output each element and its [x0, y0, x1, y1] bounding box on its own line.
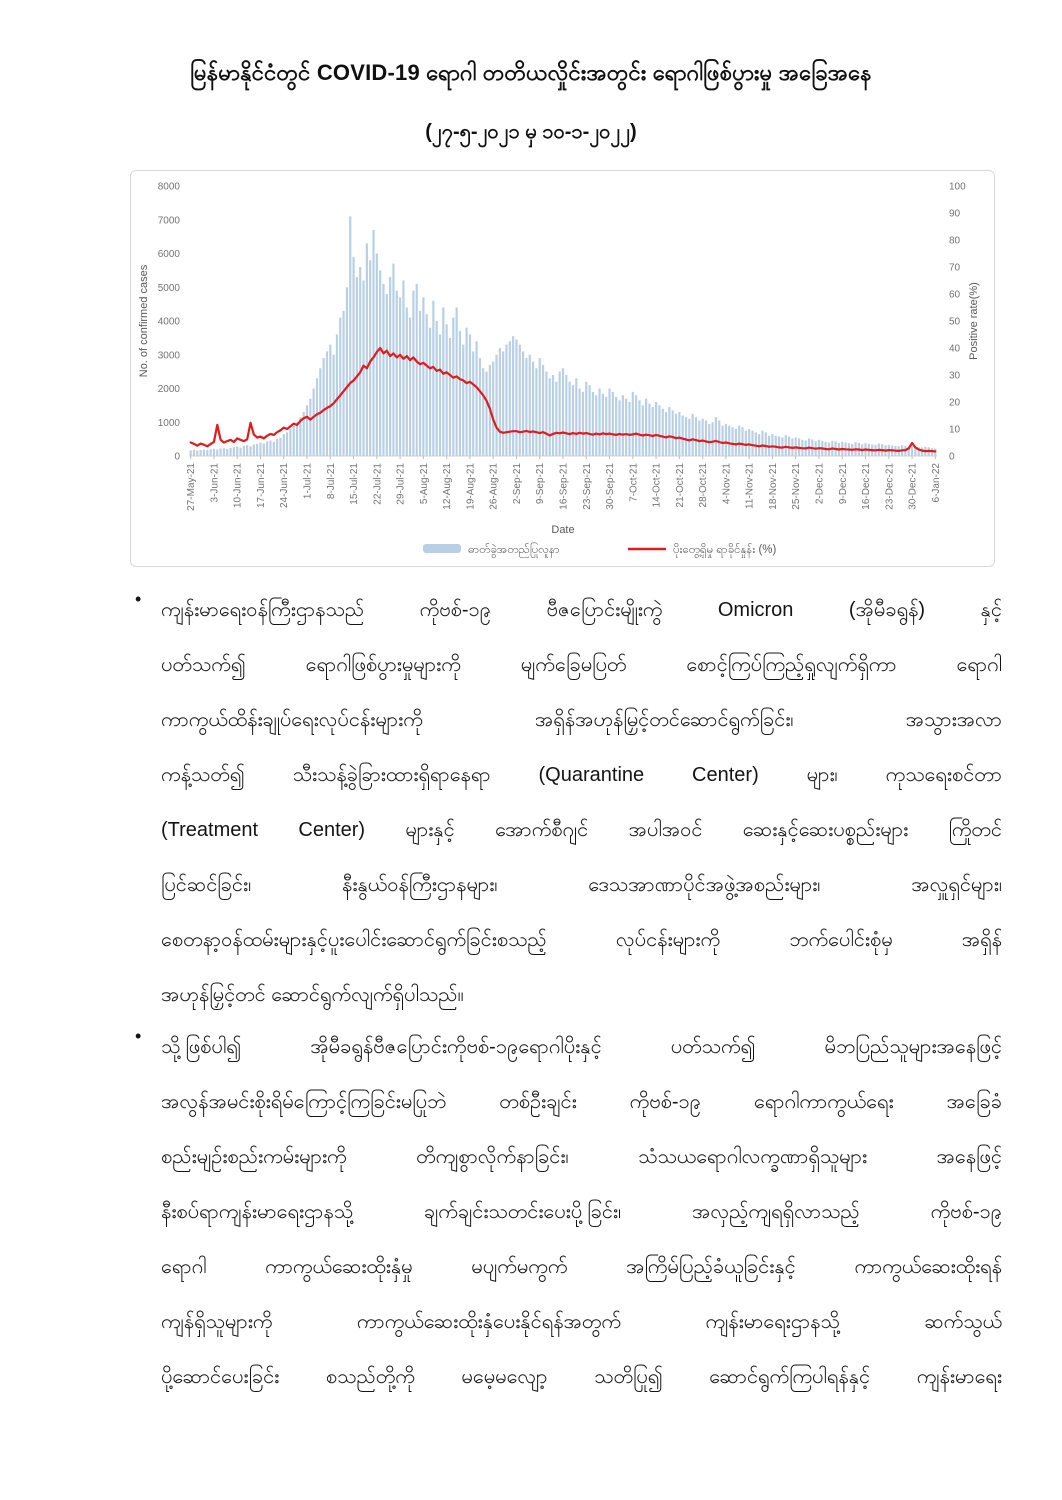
- case-bar: [559, 372, 561, 456]
- case-bar: [685, 417, 687, 456]
- case-bar: [475, 341, 477, 456]
- x-axis-label: 6-Jan-22: [930, 463, 942, 503]
- x-axis-label: 16-Dec-21: [861, 463, 872, 510]
- case-bar: [579, 389, 581, 457]
- case-bar: [539, 358, 541, 456]
- text-line: ကန့်သတ်၍ သီးသန့်ခွဲခြားထားရှိရာနေရာ (Quarantine Center) များ၊ ကုသရေးစင်တာ: [161, 764, 1002, 786]
- case-bar: [329, 345, 331, 456]
- case-bar: [359, 267, 361, 456]
- left-axis-tick: 1000: [157, 417, 180, 429]
- case-bar: [256, 444, 258, 456]
- x-axis-label: 26-Aug-21: [488, 463, 500, 510]
- case-bar: [436, 321, 438, 456]
- chart-canvas: [131, 171, 992, 564]
- text-line: အဟုန်မြှင့်တင် ဆောင်ရွက်လျက်ရှိပါသည်။: [161, 984, 464, 1006]
- case-bar: [392, 264, 394, 456]
- case-bar: [618, 400, 620, 456]
- x-axis-label: 30-Dec-21: [907, 463, 919, 510]
- x-axis-label: 4-Nov-21: [721, 463, 733, 505]
- case-bar: [505, 345, 507, 456]
- case-bar: [745, 431, 747, 456]
- right-axis-tick: 90: [949, 208, 961, 220]
- case-bar: [542, 365, 544, 456]
- case-bar: [771, 434, 773, 456]
- left-axis-tick: 4000: [157, 316, 180, 328]
- case-bar: [412, 291, 414, 456]
- case-bar: [283, 434, 285, 456]
- case-bar: [529, 355, 531, 456]
- text-line: ရောဂါ ကာကွယ်ဆေးထိုးနှံမှု မပျက်မကွက် အကြိမ်ပြည့်ခံယူခြင်းနှင့် ကာကွယ်ဆေးထိုးရန်: [161, 1256, 1002, 1278]
- case-bar: [718, 421, 720, 456]
- case-bar: [668, 407, 670, 456]
- case-bar: [372, 230, 374, 456]
- x-axis-label: 2-Sep-21: [512, 463, 523, 505]
- bullet-paragraph-2: [133, 1020, 1002, 1405]
- case-bar: [216, 450, 218, 456]
- case-bar: [326, 351, 328, 456]
- right-axis-tick: 0: [949, 451, 955, 463]
- case-bar: [572, 385, 574, 456]
- x-axis-label: 3-Jun-21: [209, 463, 221, 503]
- case-bar: [672, 410, 674, 456]
- case-bar: [731, 427, 733, 456]
- case-bar: [226, 449, 228, 456]
- case-bar: [492, 362, 494, 457]
- text-line: ကျန်းမာရေးဝန်ကြီးဌာနသည် ကိုဗစ်-၁၉ ဗီဇပြောင်းမျိုးကွဲ Omicron (အိုမီခရွန်) နှင့်: [161, 599, 1002, 621]
- case-bar: [635, 395, 637, 456]
- x-axis-label: 22-Jul-21: [372, 463, 384, 505]
- case-bar: [522, 351, 524, 456]
- case-bar: [249, 446, 251, 456]
- case-bar: [206, 450, 208, 456]
- case-bar: [741, 427, 743, 456]
- case-bar: [645, 399, 647, 456]
- right-axis-tick: 70: [949, 262, 961, 274]
- case-bar: [575, 378, 577, 456]
- left-axis-tick: 3000: [157, 350, 180, 362]
- case-bar: [655, 402, 657, 456]
- case-bar: [409, 318, 411, 456]
- case-bar: [715, 417, 717, 456]
- case-bar: [721, 426, 723, 456]
- case-bar: [662, 409, 664, 456]
- case-bar: [549, 378, 551, 456]
- text-line: နီးစပ်ရာကျန်းမာရေးဌာနသို့ ချက်ချင်းသတင်းပေးပို့ခြင်း၊ အလှည့်ကျရရှိလာသည့် ကိုဗစ်-၁၉: [161, 1201, 1002, 1223]
- case-bar: [190, 450, 192, 456]
- case-bar: [342, 311, 344, 456]
- case-bar: [210, 449, 212, 456]
- case-bar: [658, 405, 660, 456]
- x-axis-label: 5-Aug-21: [418, 463, 430, 505]
- case-bar: [615, 397, 617, 456]
- case-bar: [426, 314, 428, 456]
- case-bar: [509, 341, 511, 456]
- right-axis-tick: 40: [949, 343, 961, 355]
- case-bar: [203, 450, 205, 456]
- text-line: ပတ်သက်၍ ရောဂါဖြစ်ပွားမှုများကို မျက်ခြေမပြတ် စောင့်ကြပ်ကြည့်ရှုလျက်ရှိကာ ရောဂါ: [161, 654, 1002, 676]
- case-bar: [751, 431, 753, 456]
- case-bar: [482, 368, 484, 456]
- x-axis-label: 1-Jul-21: [302, 463, 314, 500]
- case-bar: [402, 281, 404, 457]
- case-bar: [286, 432, 288, 456]
- case-bar: [515, 340, 517, 456]
- x-axis-label: 12-Aug-21: [442, 463, 454, 510]
- case-bar: [416, 284, 418, 456]
- case-bar: [273, 442, 275, 456]
- case-bar: [465, 328, 467, 456]
- case-bar: [545, 372, 547, 456]
- case-bar: [429, 328, 431, 456]
- text-line: ကျန်ရှိသူများကို ကာကွယ်ဆေးထိုးနှံပေးနိုင်ရန်အတွက် ကျန်းမာရေးဌာနသို့ ဆက်သွယ်: [161, 1311, 1002, 1333]
- x-axis-label: 7-Oct-21: [628, 463, 640, 502]
- case-bar: [309, 399, 311, 456]
- case-bar: [339, 318, 341, 456]
- case-bar: [592, 392, 594, 456]
- bullet-item: [133, 583, 1002, 1023]
- case-bar: [495, 355, 497, 456]
- case-bar: [259, 443, 261, 457]
- case-bar: [642, 405, 644, 456]
- case-bar: [419, 311, 421, 456]
- x-axis-label: 29-Jul-21: [395, 463, 407, 505]
- x-axis-label: 19-Aug-21: [465, 463, 477, 510]
- case-bar: [236, 447, 238, 456]
- x-axis-label: 8-Jul-21: [325, 463, 337, 500]
- case-bar: [459, 331, 461, 456]
- case-bar: [396, 291, 398, 456]
- case-bar: [193, 450, 195, 456]
- case-bar: [452, 318, 454, 456]
- x-axis-label: 24-Jun-21: [279, 463, 291, 509]
- text-line: စေတနာ့ဝန်ထမ်းများနှင့်ပူးပေါင်းဆောင်ရွက်ခြင်းစသည့် လုပ်ငန်းများကို ဘက်ပေါင်းစုံမှ အရှိန်: [161, 929, 1002, 951]
- case-bar: [665, 412, 667, 456]
- x-axis-label: 2-Dec-21: [814, 463, 826, 505]
- case-bar: [535, 368, 537, 456]
- case-bar: [562, 368, 564, 456]
- x-axis-label: 30-Sep-21: [605, 463, 616, 510]
- case-bar: [519, 345, 521, 456]
- case-bar: [702, 419, 704, 456]
- case-bar: [595, 395, 597, 456]
- case-bar: [336, 335, 338, 457]
- bullet-marker-icon: •: [135, 589, 142, 609]
- case-bar: [678, 412, 680, 456]
- x-axis-label: 23-Dec-21: [884, 463, 896, 510]
- x-axis-label: 23-Sep-21: [581, 463, 593, 510]
- case-bar: [512, 336, 514, 456]
- case-bar: [688, 419, 690, 456]
- left-axis-tick: 6000: [157, 249, 180, 260]
- right-axis-tick: 20: [949, 397, 961, 409]
- case-bar: [446, 324, 448, 456]
- page-title: မြန်မာနိုင်ငံတွင် COVID-19 ရောဂါ တတိယလှိုင်းအတွင်း ရောဂါဖြစ်ပွားမှု အခြေအနေ: [190, 60, 872, 85]
- case-bar: [735, 429, 737, 456]
- case-bar: [223, 448, 225, 456]
- case-bar: [196, 451, 198, 456]
- case-bar: [266, 441, 268, 456]
- case-bar: [239, 448, 241, 456]
- case-bar: [602, 394, 604, 456]
- case-bar: [608, 389, 610, 457]
- case-bar: [389, 277, 391, 456]
- case-bar: [279, 438, 281, 456]
- right-axis-title: Positive rate(%): [968, 282, 980, 360]
- case-bar: [263, 444, 265, 456]
- case-bar: [682, 416, 684, 457]
- case-bar: [499, 348, 501, 456]
- page-subtitle: (၂၇-၅-၂၀၂၁ မှ ၁၀-၁-၂၀၂၂): [425, 121, 637, 143]
- legend-bar-swatch: [423, 544, 461, 553]
- x-axis-label: 17-Jun-21: [256, 463, 267, 509]
- case-bar: [456, 308, 458, 457]
- x-axis-label: 14-Oct-21: [651, 463, 663, 508]
- case-bar: [462, 345, 464, 456]
- case-bar: [293, 426, 295, 456]
- case-bar: [632, 392, 634, 456]
- case-bar: [652, 407, 654, 456]
- case-bar: [708, 424, 710, 456]
- case-bar: [755, 432, 757, 456]
- bullet-item: [133, 1020, 1002, 1405]
- legend-line-label: ပိုးတွေ့ရှိမှု ရာခိုင်နှုန်း (%): [673, 544, 777, 556]
- right-axis-tick: 50: [949, 316, 961, 328]
- case-bar: [366, 243, 368, 456]
- case-bar: [589, 385, 591, 456]
- case-bar: [628, 402, 630, 456]
- case-bar: [382, 284, 384, 456]
- case-bar: [253, 445, 255, 456]
- case-bar: [648, 404, 650, 456]
- case-bar: [346, 287, 348, 456]
- case-bar: [219, 449, 221, 456]
- legend-bar-label: ဓာတ်ခွဲအတည်ပြုလူနာ: [468, 544, 560, 556]
- case-bar: [695, 417, 697, 456]
- case-bar: [213, 449, 215, 456]
- case-bar: [761, 431, 763, 456]
- x-axis-label: 9-Sep-21: [535, 463, 547, 505]
- left-axis-tick: 7000: [157, 215, 180, 227]
- case-bar: [432, 301, 434, 456]
- x-axis-label: 25-Nov-21: [791, 463, 803, 510]
- case-bar: [765, 432, 767, 456]
- right-axis-tick: 10: [949, 424, 961, 436]
- text-line: သို့ဖြစ်ပါ၍ အိုမီခရွန်ဗီဇပြောင်းကိုဗစ်-၁၉ရောဂါပိုးနှင့် ပတ်သက်၍ မိဘပြည်သူများအနေဖြင့်: [161, 1036, 1002, 1058]
- case-bar: [738, 426, 740, 456]
- left-axis-tick: 8000: [157, 181, 180, 193]
- right-axis-tick: 30: [949, 370, 961, 382]
- case-bar: [748, 429, 750, 456]
- x-axis-label: 18-Nov-21: [767, 463, 779, 510]
- x-axis-label: 11-Nov-21: [744, 463, 756, 509]
- case-bar: [532, 362, 534, 457]
- case-bar: [705, 421, 707, 456]
- case-bar: [911, 446, 913, 456]
- case-bar: [469, 335, 471, 457]
- case-bar: [472, 351, 474, 456]
- case-bar: [582, 392, 584, 456]
- case-bar: [525, 358, 527, 456]
- text-line: ကာကွယ်ထိန်းချုပ်ရေးလုပ်ငန်းများကို အရှိန်အဟုန်မြှင့်တင်ဆောင်ရွက်ခြင်း၊ အသွားအလာ: [161, 709, 1002, 731]
- case-bar: [555, 382, 557, 456]
- case-bar: [296, 422, 298, 456]
- bullet-marker-icon: •: [135, 1026, 142, 1046]
- case-bar: [502, 351, 504, 456]
- case-bar: [449, 338, 451, 456]
- case-bar: [728, 426, 730, 456]
- right-axis-tick: 100: [949, 181, 966, 193]
- x-axis-label: 16-Sep-21: [558, 463, 570, 510]
- case-bar: [316, 378, 318, 456]
- left-axis-tick: 2000: [157, 384, 180, 395]
- x-axis-title: Date: [551, 524, 575, 536]
- case-bar: [439, 335, 441, 457]
- case-bar: [569, 382, 571, 456]
- case-bar: [352, 257, 354, 456]
- case-bar: [269, 440, 271, 456]
- x-axis-label: 15-Jul-21: [349, 463, 361, 505]
- x-axis-label: 27-May-21: [186, 463, 198, 511]
- right-axis-tick: 60: [949, 289, 961, 301]
- case-bar: [200, 450, 202, 456]
- case-bar: [323, 358, 325, 456]
- case-bar: [605, 397, 607, 456]
- case-bar: [612, 392, 614, 456]
- x-axis-label: 28-Oct-21: [698, 463, 710, 508]
- case-bar: [712, 422, 714, 456]
- case-bar: [349, 216, 351, 456]
- case-bar: [598, 389, 600, 457]
- case-bar: [406, 308, 408, 457]
- case-bar: [565, 375, 567, 456]
- text-line: စည်းမျဉ်းစည်းကမ်းများကို တိကျစွာလိုက်နာခြင်း၊ သံသယရောဂါလက္ခဏာရှိသူများ အနေဖြင့်: [161, 1146, 1002, 1168]
- case-bar: [485, 372, 487, 456]
- case-bar: [638, 400, 640, 456]
- case-bar: [675, 414, 677, 456]
- case-bar: [356, 277, 358, 456]
- text-line: ပို့ဆောင်ပေးခြင်း စသည်တို့ကို မမေ့မလျော့ သတိပြု၍ ဆောင်ရွက်ကြပါရန်နှင့် ကျန်းမာရေး: [161, 1366, 1002, 1388]
- case-bar: [622, 395, 624, 456]
- left-axis-title: No. of confirmed cases: [138, 264, 150, 378]
- case-bar: [289, 429, 291, 456]
- case-bar: [233, 447, 235, 456]
- case-bar: [246, 445, 248, 456]
- case-bar: [243, 446, 245, 456]
- case-bar: [399, 297, 401, 456]
- bullet-paragraph-1: [133, 583, 1002, 1023]
- case-bar: [585, 382, 587, 456]
- case-bar: [725, 424, 727, 456]
- case-bar: [386, 294, 388, 456]
- right-axis-tick: 80: [949, 235, 961, 247]
- text-line: (Treatment Center) များနှင့် အောက်စီဂျင် အပါအဝင် ဆေးနှင့်ဆေးပစ္စည်းများ ကြိုတင်: [161, 819, 1002, 841]
- case-bar: [442, 308, 444, 457]
- case-bar: [379, 270, 381, 456]
- text-line: အလွန်အမင်းစိုးရိမ်ကြောင့်ကြခြင်းမပြုဘဲ တစ်ဦးချင်း ကိုဗစ်-၁၉ ရောဂါကာကွယ်ရေး အခြေခံ: [161, 1091, 1002, 1113]
- case-bar: [552, 375, 554, 456]
- left-axis-tick: 0: [174, 451, 180, 463]
- case-bar: [692, 414, 694, 456]
- left-axis-tick: 5000: [157, 282, 180, 294]
- case-bar: [422, 297, 424, 456]
- case-bar: [229, 448, 231, 456]
- case-bar: [276, 439, 278, 456]
- covid-cases-chart: [130, 170, 995, 567]
- x-axis-label: 21-Oct-21: [674, 463, 686, 508]
- x-axis-label: 9-Dec-21: [837, 463, 849, 505]
- case-bar: [306, 405, 308, 456]
- case-bar: [369, 260, 371, 456]
- case-bar: [313, 389, 315, 457]
- case-bar: [785, 435, 787, 456]
- case-bar: [479, 358, 481, 456]
- text-line: ပြင်ဆင်ခြင်း၊ နီးနွယ်ဝန်ကြီးဌာနများ၊ ဒေသအာဏာပိုင်အဖွဲ့အစည်းများ၊ အလှူရှင်များ၊: [161, 874, 1002, 896]
- case-bar: [625, 399, 627, 456]
- case-bar: [698, 421, 700, 456]
- x-axis-label: 10-Jun-21: [232, 463, 244, 509]
